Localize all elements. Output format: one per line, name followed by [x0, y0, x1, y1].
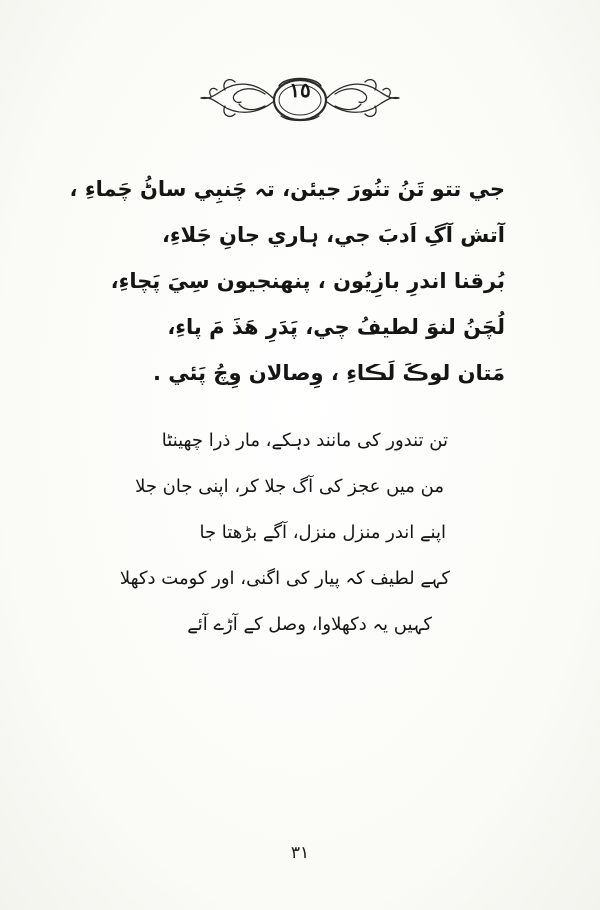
- translation-line: من میں عجز کی آگ جلا کر، اپنی جان جلا: [135, 476, 444, 497]
- translation-line: کہیں یہ دکھلاوا، وصل کے آڑے آئے: [187, 614, 432, 635]
- verse-line: بُرقنا اندرِ بازِيُون ، پنهنجيون سِيَ پَچاءِ،: [110, 269, 505, 293]
- verse-line: آتش آگِ اَدبَ جي، ہاري جانِ جَلاءِ،: [161, 223, 505, 247]
- verse-line: مَتان لوڪَ لَڪاءِ ، وِصالان وِچُ پَئي .: [153, 361, 505, 385]
- translation-line: تن تندور کی مانند دہکے، مار ذرا چھینٹا: [161, 430, 448, 451]
- chapter-number: ١٥: [289, 78, 311, 102]
- page-number: ٣١: [290, 843, 310, 863]
- verse-line: لُچَنُ لنوَ لطيفُ چي، پَدَرِ هَذَ مَ پاءِ،: [167, 315, 505, 339]
- verse-line: جي تتو تَنُ تنُورَ جيئن، تہ چَنبِي ساڻُ چَماءِ ،: [69, 177, 505, 201]
- urdu-translation: [119, 418, 460, 648]
- translation-line: کہے لطیف کہ پیار کی اگنی، اور کومت دکھلا: [119, 568, 450, 589]
- chapter-ornament: [195, 60, 405, 126]
- sindhi-verse: [69, 166, 505, 396]
- translation-line: اپنے اندر منزل منزل، آگے بڑھتا جا: [199, 522, 446, 543]
